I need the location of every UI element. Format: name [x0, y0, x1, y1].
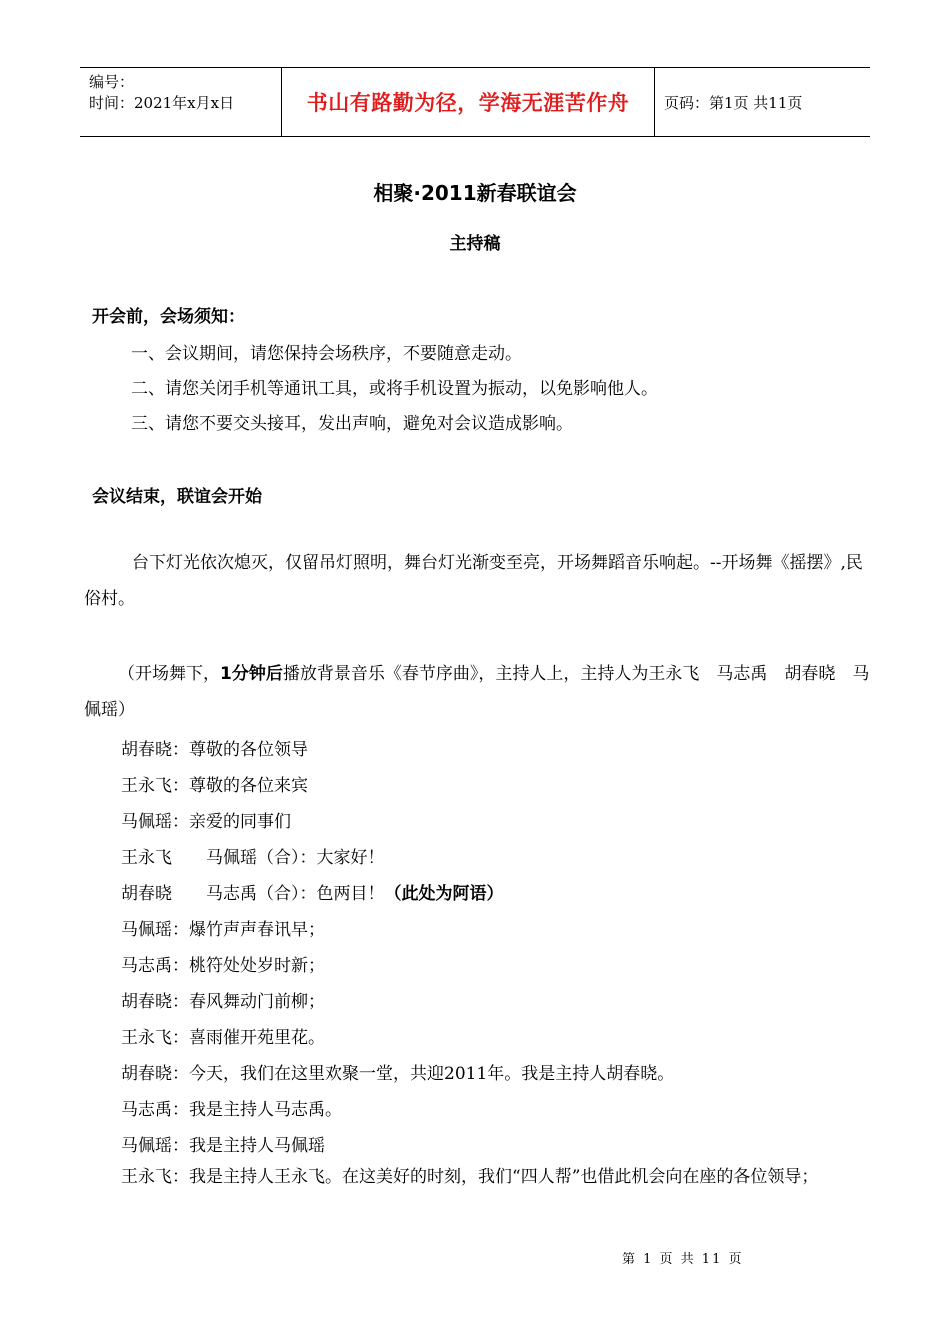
- document-title: 相聚·2011新春联谊会: [373, 181, 577, 205]
- section-heading-party: 会议结束，联谊会开始: [92, 487, 262, 507]
- dialogue-line: 马佩瑶：亲爱的同事们: [121, 812, 291, 832]
- stage-direction-bold: 1分钟后: [220, 664, 283, 684]
- stage-direction-post: 播放背景音乐《春节序曲》，主持人上，主持人为王永飞 马志禹 胡春晓 马佩瑶）: [84, 664, 870, 720]
- header-meta-cell: [80, 68, 282, 136]
- page-header: [80, 67, 870, 137]
- stage-direction: [84, 656, 870, 728]
- header-motto: 书山有路勤为径，学海无涯苦作舟: [282, 68, 655, 136]
- page-footer: 第 1 页 共 11 页: [622, 1252, 744, 1267]
- header-time: 时间：2021年x月x日: [89, 94, 235, 112]
- dialogue-line: [121, 879, 504, 904]
- document-subtitle: 主持稿: [449, 234, 501, 254]
- dialogue-text: 胡春晓 马志禹（合）：色两目！: [121, 884, 385, 904]
- stage-direction-pre: （开场舞下，: [118, 664, 220, 684]
- dialogue-line: 王永飞：尊敬的各位来宾: [121, 776, 308, 796]
- dialogue-note: （此处为阿语）: [384, 884, 504, 904]
- dialogue-line: 马佩瑶：爆竹声声春讯早；: [121, 920, 325, 940]
- dialogue-line: 胡春晓：今天，我们在这里欢聚一堂，共迎2011年。我是主持人胡春晓。: [121, 1064, 675, 1084]
- dialogue-line: 王永飞 马佩瑶（合）：大家好！: [121, 848, 385, 868]
- dialogue-line: 胡春晓：尊敬的各位领导: [121, 740, 308, 760]
- intro-paragraph: 台下灯光依次熄灭，仅留吊灯照明，舞台灯光渐变至亮，开场舞蹈音乐响起。--开场舞《摇摆》,民俗村。: [84, 553, 863, 609]
- rule-item-2: 二、请您关闭手机等通讯工具，或将手机设置为振动，以免影响他人。: [131, 379, 658, 399]
- rule-item-1: 一、会议期间，请您保持会场秩序，不要随意走动。: [131, 344, 522, 364]
- dialogue-line: 马佩瑶：我是主持人马佩瑶: [121, 1136, 325, 1156]
- rule-item-3: 三、请您不要交头接耳，发出声响，避免对会议造成影响。: [131, 414, 573, 434]
- dialogue-line: 胡春晓：春风舞动门前柳；: [121, 992, 325, 1012]
- dialogue-line: 马志禹：桃符处处岁时新；: [121, 956, 325, 976]
- section-heading-rules: 开会前，会场须知：: [92, 307, 245, 327]
- dialogue-line: 马志禹：我是主持人马志禹。: [121, 1100, 342, 1120]
- header-page-info: 页码：第1页 共11页: [664, 93, 803, 112]
- dialogue-last-line: 王永飞：我是主持人王永飞。在这美好的时刻，我们“四人帮”也借此机会向在座的各位领导；: [121, 1167, 819, 1187]
- header-number: 编号：: [89, 73, 135, 91]
- dialogue-line: 王永飞：喜雨催开苑里花。: [121, 1028, 325, 1048]
